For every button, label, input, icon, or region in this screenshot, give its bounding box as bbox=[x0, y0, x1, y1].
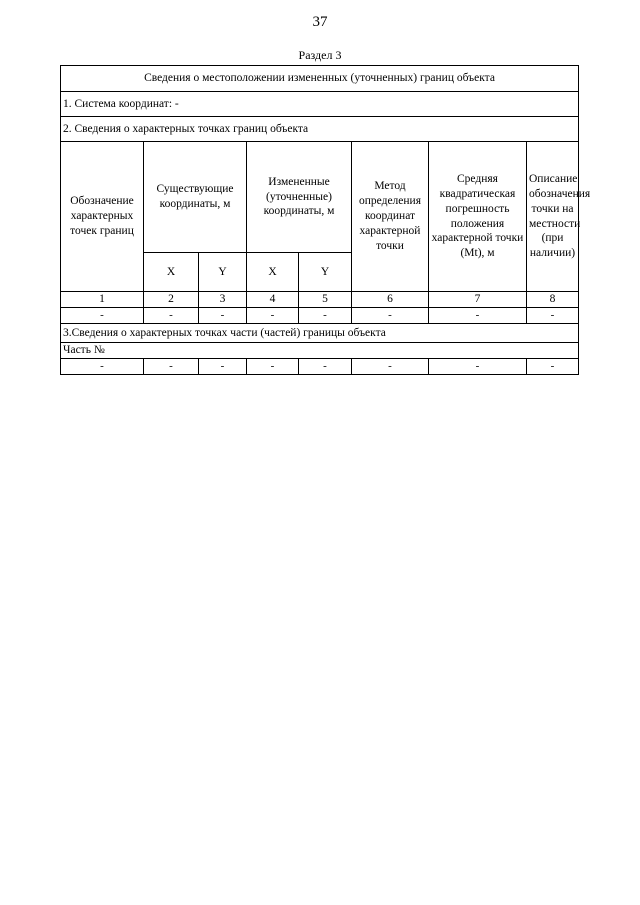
column-number: 7 bbox=[429, 292, 527, 308]
table-cell: - bbox=[299, 308, 352, 324]
coordinate-system-row bbox=[61, 92, 579, 117]
part-label-row bbox=[61, 343, 579, 359]
table-cell: - bbox=[299, 359, 352, 375]
section-label: Раздел 3 bbox=[298, 48, 342, 62]
part-label: Часть № bbox=[61, 343, 579, 359]
table-row bbox=[61, 359, 579, 375]
column-numbers-row bbox=[61, 292, 579, 308]
header-y-existing: Y bbox=[199, 253, 247, 292]
table-cell: - bbox=[61, 308, 144, 324]
column-number: 1 bbox=[61, 292, 144, 308]
header-x-existing: X bbox=[144, 253, 199, 292]
header-changed-coords: Измененные (уточненные) координаты, м bbox=[247, 142, 352, 253]
column-number: 4 bbox=[247, 292, 299, 308]
table-cell: - bbox=[199, 308, 247, 324]
header-designation: Обозначение характерных точек границ bbox=[61, 142, 144, 292]
table-title: Сведения о местоположении измененных (уточненных) границ объекта bbox=[61, 66, 579, 92]
table-title-row bbox=[61, 66, 579, 92]
table-cell: - bbox=[352, 308, 429, 324]
column-number: 2 bbox=[144, 292, 199, 308]
table-cell: - bbox=[352, 359, 429, 375]
table-row bbox=[61, 308, 579, 324]
points-section-heading: 2. Сведения о характерных точках границ объекта bbox=[61, 117, 579, 142]
header-row bbox=[61, 142, 579, 253]
header-method: Метод определения координат характерной точки bbox=[352, 142, 429, 292]
parts-section-heading: 3.Сведения о характерных точках части (частей) границы объекта bbox=[61, 324, 579, 343]
table-cell: - bbox=[527, 308, 579, 324]
table-cell: - bbox=[429, 308, 527, 324]
points-section-row bbox=[61, 117, 579, 142]
header-existing-coords: Существующие координаты, м bbox=[144, 142, 247, 253]
boundary-table bbox=[60, 65, 591, 375]
table-cell: - bbox=[247, 308, 299, 324]
page-number: 37 bbox=[312, 14, 328, 30]
coordinate-system: 1. Система координат: - bbox=[61, 92, 579, 117]
table-cell: - bbox=[429, 359, 527, 375]
column-number: 8 bbox=[527, 292, 579, 308]
header-error: Средняя квадратическая погрешность положения характерной точки (Mt), м bbox=[429, 142, 527, 292]
header-x-changed: X bbox=[247, 253, 299, 292]
column-number: 6 bbox=[352, 292, 429, 308]
header-description: Описание обозначения точки на местности (при наличии) bbox=[527, 142, 579, 292]
header-y-changed: Y bbox=[299, 253, 352, 292]
column-number: 5 bbox=[299, 292, 352, 308]
table-cell: - bbox=[61, 359, 144, 375]
table-cell: - bbox=[144, 359, 199, 375]
table-cell: - bbox=[247, 359, 299, 375]
parts-section-row bbox=[61, 324, 579, 343]
column-number: 3 bbox=[199, 292, 247, 308]
table-cell: - bbox=[144, 308, 199, 324]
table-cell: - bbox=[199, 359, 247, 375]
table-cell: - bbox=[527, 359, 579, 375]
